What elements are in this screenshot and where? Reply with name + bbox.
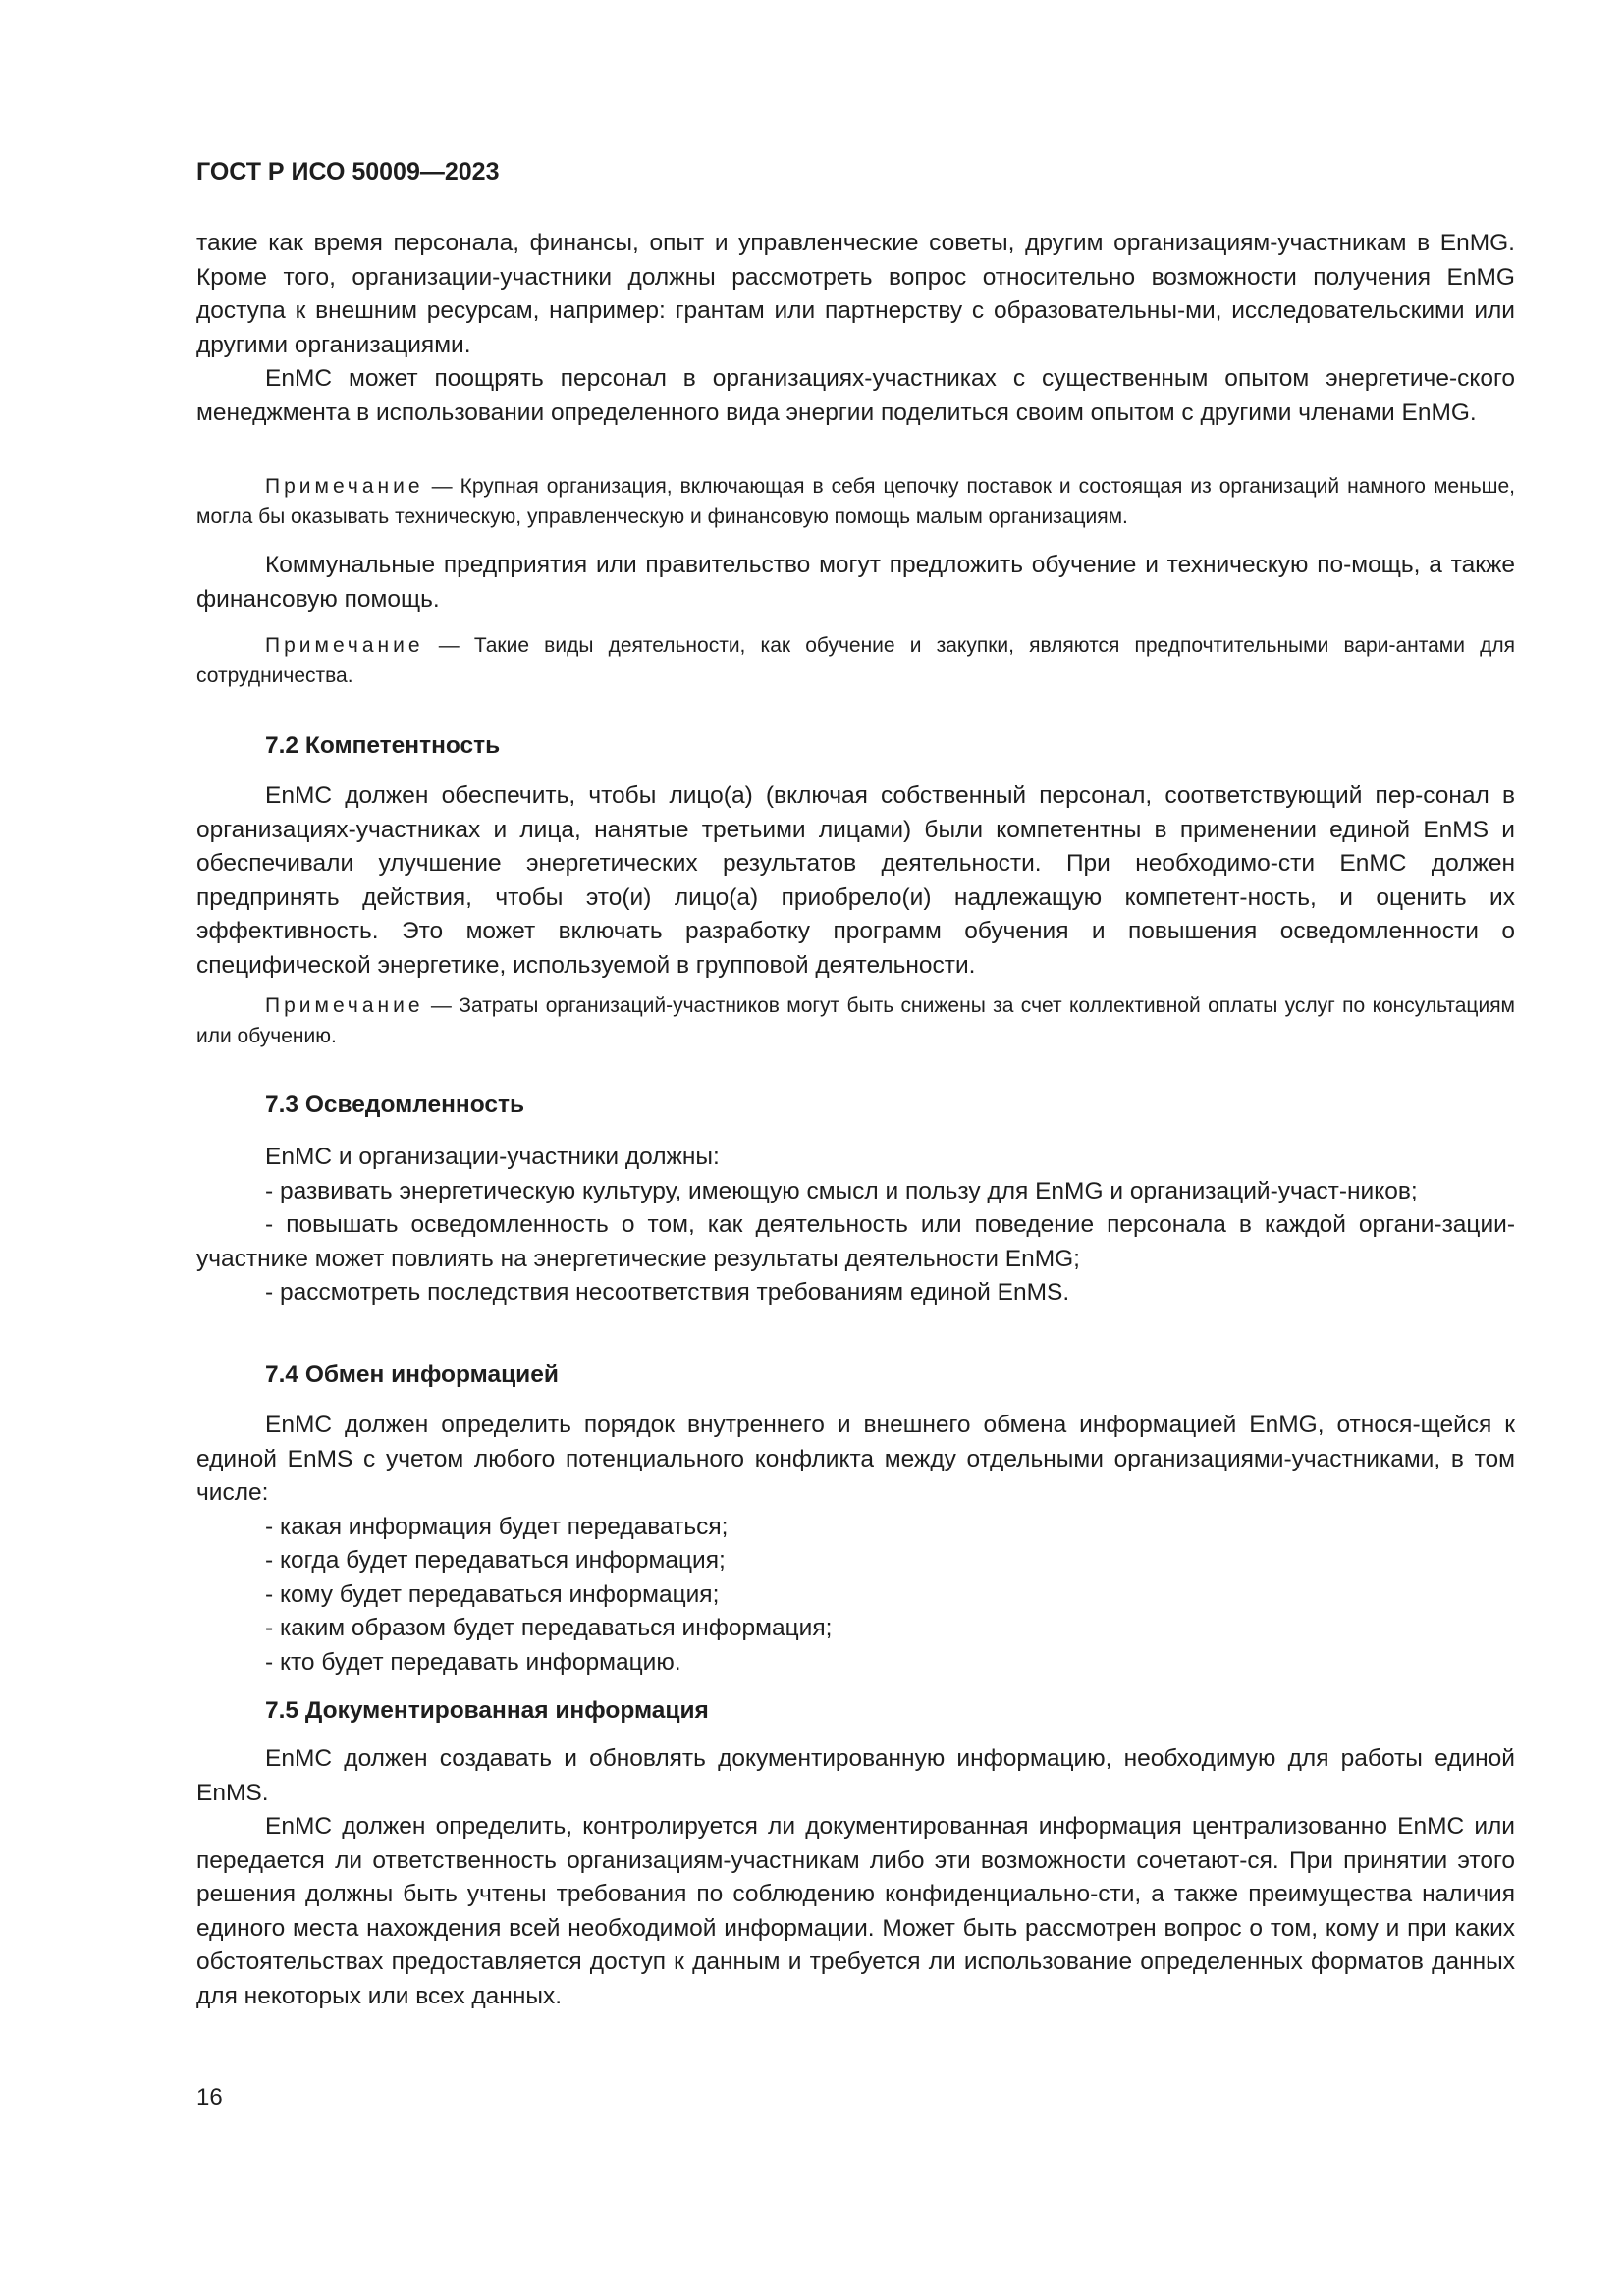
section-body xyxy=(196,1409,1515,1680)
document-header: ГОСТ Р ИСО 50009—2023 xyxy=(196,158,500,186)
section-body xyxy=(196,1742,1515,2013)
intro-section xyxy=(196,227,1515,430)
paragraph: EnMC должен обеспечить, чтобы лицо(а) (включая собственный персонал, соответствующий пер-сонал в организациях-участниках и лица, нанятые третьими лицами) были компетентны в применении единой EnMS и обеспечивали улучшение энергетических результатов деятельности. При необходимо-сти EnMC должен предпринять действия, чтобы это(и) лицо(а) приобрело(и) надлежащую компетент-ность, и оценить их эффективность. Это может включать разработку программ обучения и повышения осведомленности о специфической энергетике, используемой в групповой деятельности. xyxy=(196,782,1515,979)
list-item: - когда будет передаваться информация; xyxy=(265,1547,726,1574)
paragraph: EnMC должен определить порядок внутреннего и внешнего обмена информацией EnMG, относя-щейся к единой EnMS с учетом любого потенциального конфликта между отдельными организациями-участниками, в том числе: xyxy=(196,1412,1515,1506)
section-heading: 7.3 Осведомленность xyxy=(265,1092,525,1118)
paragraph: Коммунальные предприятия или правительство могут предложить обучение и техническую по-мощь, а также финансовую помощь. xyxy=(196,552,1515,613)
section-body xyxy=(196,1141,1515,1310)
note-text: — Затраты организаций-участников могут быть снижены за счет коллективной оплаты услуг по консультациям или обучению. xyxy=(196,994,1515,1047)
note-label: Примечание xyxy=(265,634,424,657)
paragraph: такие как время персонала, финансы, опыт и управленческие советы, другим организациям-участникам в EnMG. Кроме того, организации-участники должны рассмотреть вопрос относительно возможности получения EnMG доступа к внешним ресурсам, например: грантам или партнерству с образовательны-ми, исследовательскими или другими организациями. xyxy=(196,230,1515,358)
list-item: - кто будет передавать информацию. xyxy=(265,1648,681,1676)
list-item: - кому будет передаваться информация; xyxy=(265,1580,720,1608)
note-label: Примечание xyxy=(265,994,424,1017)
note-label: Примечание xyxy=(265,475,424,498)
section-heading: 7.5 Документированная информация xyxy=(265,1697,709,1724)
note xyxy=(196,471,1515,532)
list-item: - каким образом будет передаваться информация; xyxy=(265,1615,833,1641)
page-number: 16 xyxy=(196,2084,223,2110)
list-item: - повышать осведомленность о том, как деятельность или поведение персонала в каждой органи-зации-участнике может повлиять на энергетические результаты деятельности EnMG; xyxy=(196,1211,1515,1272)
paragraph: EnMC должен создавать и обновлять документированную информацию, необходимую для работы единой EnMS. xyxy=(196,1745,1515,1806)
note-text: — Такие виды деятельности, как обучение и закупки, являются предпочтительными вари-антами для сотрудничества. xyxy=(196,634,1515,687)
list-item: - какая информация будет передаваться; xyxy=(265,1513,729,1540)
section-heading: 7.4 Обмен информацией xyxy=(265,1362,559,1388)
note-text: — Крупная организация, включающая в себя цепочку поставок и состоящая из организаций намного меньше, могла бы оказывать техническую, управленческую и финансовую помощь малым организациям. xyxy=(196,475,1515,528)
list-item: - рассмотреть последствия несоответствия требованиям единой EnMS. xyxy=(265,1279,1070,1306)
paragraph: EnMC может поощрять персонал в организациях-участниках с существенным опытом энергетиче-ского менеджмента в использовании определенного вида энергии поделиться своим опытом с другими членами EnMG. xyxy=(196,365,1515,426)
paragraph: EnMC и организации-участники должны: xyxy=(265,1144,720,1170)
list-item: - развивать энергетическую культуру, имеющую смысл и пользу для EnMG и организаций-участ-ников; xyxy=(265,1177,1418,1204)
paragraph: EnMC должен определить, контролируется ли документированная информация централизованно EnMC или передается ли ответственность организациям-участникам либо эти возможности сочетают-ся. При принятии этого решения должны быть учтены требования по соблюдению конфиденциально-сти, а также преимущества наличия единого места нахождения всей необходимой информации. Может быть рассмотрен вопрос о том, кому и при каких обстоятельствах предоставляется доступ к данным и требуется ли использование определенных форматов данных для некоторых или всех данных. xyxy=(196,1813,1515,2009)
note xyxy=(196,990,1515,1051)
note xyxy=(196,630,1515,691)
section-heading: 7.2 Компетентность xyxy=(265,732,501,759)
